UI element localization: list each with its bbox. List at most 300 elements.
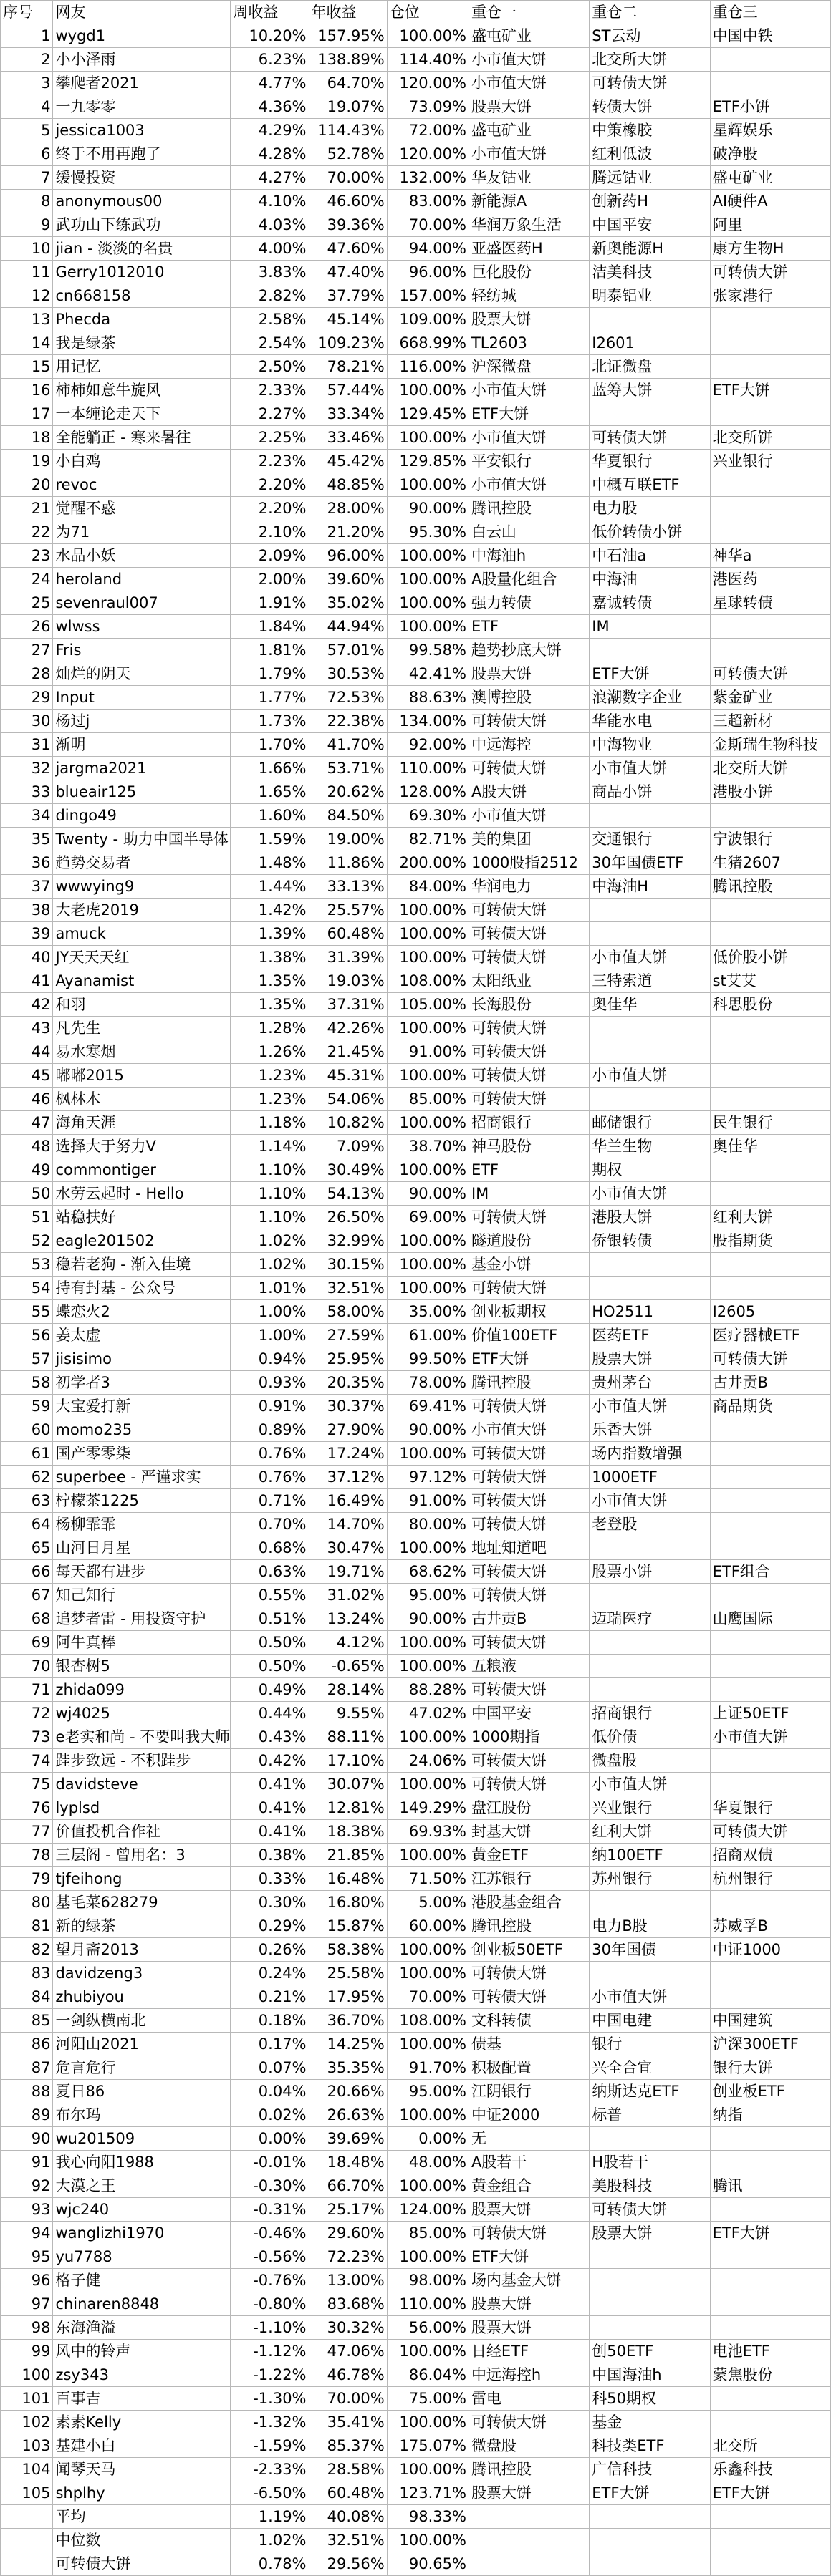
cell-position: 91.70%: [387, 2056, 469, 2080]
table-row: [1, 1655, 831, 1678]
cell-holding-1: 巨化股份: [469, 261, 589, 284]
cell-user: 基毛菜628279: [53, 1891, 231, 1914]
cell-holding-1: 腾讯控股: [469, 2458, 589, 2481]
cell-annual-return: 58.38%: [309, 1938, 387, 1962]
cell-index: 98: [1, 2316, 53, 2340]
cell-holding-1: 可转债大饼: [469, 1560, 589, 1584]
table-row: [1, 1607, 831, 1631]
cell-holding-1: 小市值大饼: [469, 142, 589, 166]
cell-user: 新的绿茶: [53, 1914, 231, 1938]
cell-holding-3: [710, 1773, 830, 1796]
cell-holding-1: 可转债大饼: [469, 2411, 589, 2434]
header-row: [1, 1, 831, 24]
cell-index: 100: [1, 2363, 53, 2387]
cell-weekly-return: 1.73%: [231, 710, 309, 733]
cell-index: 31: [1, 733, 53, 757]
cell-user: 夏日86: [53, 2080, 231, 2103]
cell-index: 60: [1, 1418, 53, 1442]
cell-holding-1: A股量化组合: [469, 568, 589, 591]
cell-holding-3: 乐鑫科技: [710, 2458, 830, 2481]
cell-user: Gerry1012010: [53, 261, 231, 284]
cell-holding-1: 微盘股: [469, 2434, 589, 2458]
cell-index: 97: [1, 2292, 53, 2316]
cell-position: 78.00%: [387, 1371, 469, 1395]
cell-index: 33: [1, 780, 53, 804]
table-row: [1, 1088, 831, 1111]
cell-annual-return: 14.25%: [309, 2033, 387, 2056]
cell-holding-2: 侨银转债: [590, 1229, 710, 1253]
cell-weekly-return: -1.10%: [231, 2316, 309, 2340]
table-row: [1, 1820, 831, 1844]
cell-holding-1: 可转债大饼: [469, 1466, 589, 1489]
cell-weekly-return: 1.66%: [231, 757, 309, 780]
cell-holding-2: 北证微盘: [590, 355, 710, 379]
cell-weekly-return: 0.71%: [231, 1489, 309, 1513]
cell-annual-return: 16.80%: [309, 1891, 387, 1914]
cell-weekly-return: 1.18%: [231, 1111, 309, 1135]
cell-position: 48.00%: [387, 2151, 469, 2174]
cell-user: davidsteve: [53, 1773, 231, 1796]
cell-user: 每天都有进步: [53, 1560, 231, 1584]
cell-annual-return: 25.58%: [309, 1962, 387, 1985]
cell-holding-1: 五粮液: [469, 1655, 589, 1678]
cell-weekly-return: 0.38%: [231, 1844, 309, 1867]
cell-position: 100.00%: [387, 2340, 469, 2363]
cell-holding-3: [710, 520, 830, 544]
cell-user: 一本缠论走天下: [53, 402, 231, 426]
cell-holding-3: 神华a: [710, 544, 830, 568]
cell-holding-3: [710, 1678, 830, 1702]
summary-index: [1, 2552, 53, 2576]
cell-weekly-return: 1.01%: [231, 1277, 309, 1300]
cell-holding-3: [710, 1442, 830, 1466]
table-row: [1, 1773, 831, 1796]
cell-user: yu7788: [53, 2245, 231, 2269]
cell-holding-2: 30年国债ETF: [590, 851, 710, 875]
cell-position: 99.50%: [387, 1347, 469, 1371]
cell-user: 武功山下练武功: [53, 213, 231, 237]
cell-position: 88.28%: [387, 1678, 469, 1702]
cell-weekly-return: -2.33%: [231, 2458, 309, 2481]
table-row: [1, 2411, 831, 2434]
cell-user: jessica1003: [53, 119, 231, 142]
cell-index: 10: [1, 237, 53, 261]
cell-index: 80: [1, 1891, 53, 1914]
cell-holding-2: 小市值大饼: [590, 946, 710, 969]
cell-holding-2: 标普: [590, 2103, 710, 2127]
cell-holding-2: 可转债大饼: [590, 2198, 710, 2222]
cell-user: 河阳山2021: [53, 2033, 231, 2056]
cell-weekly-return: 0.43%: [231, 1725, 309, 1749]
cell-holding-1: 可转债大饼: [469, 1040, 589, 1064]
cell-holding-2: ETF大饼: [590, 662, 710, 686]
cell-holding-3: 康方生物H: [710, 237, 830, 261]
cell-weekly-return: 0.07%: [231, 2056, 309, 2080]
summary-empty-3: [710, 2529, 830, 2552]
cell-annual-return: 47.06%: [309, 2340, 387, 2363]
cell-holding-3: [710, 1253, 830, 1277]
cell-holding-1: 场内基金大饼: [469, 2269, 589, 2292]
cell-holding-1: 盛屯矿业: [469, 119, 589, 142]
cell-holding-1: TL2603: [469, 331, 589, 355]
cell-holding-2: [590, 1536, 710, 1560]
cell-holding-1: 股票大饼: [469, 95, 589, 119]
table-row: [1, 331, 831, 355]
cell-annual-return: 31.39%: [309, 946, 387, 969]
cell-holding-2: [590, 1088, 710, 1111]
cell-holding-1: 积极配置: [469, 2056, 589, 2080]
table-row: [1, 851, 831, 875]
cell-holding-1: 亚盛医药H: [469, 237, 589, 261]
cell-position: 38.70%: [387, 1135, 469, 1158]
cell-index: 51: [1, 1206, 53, 1229]
cell-holding-2: [590, 1040, 710, 1064]
table-row: [1, 284, 831, 308]
cell-position: 100.00%: [387, 1442, 469, 1466]
table-row: [1, 2151, 831, 2174]
cell-holding-2: [590, 1584, 710, 1607]
cell-index: 21: [1, 497, 53, 520]
cell-holding-3: 腾讯: [710, 2174, 830, 2198]
cell-holding-2: 三特索道: [590, 969, 710, 993]
cell-weekly-return: 0.30%: [231, 1891, 309, 1914]
cell-holding-2: 苏州银行: [590, 1867, 710, 1891]
table-row: [1, 2103, 831, 2127]
cell-annual-return: 25.95%: [309, 1347, 387, 1371]
cell-holding-3: [710, 473, 830, 497]
cell-weekly-return: 1.23%: [231, 1064, 309, 1088]
cell-user: 灿烂的阴天: [53, 662, 231, 686]
cell-annual-return: 10.82%: [309, 1111, 387, 1135]
cell-annual-return: 84.50%: [309, 804, 387, 828]
cell-holding-1: 中远海控: [469, 733, 589, 757]
cell-holding-1: 太阳纸业: [469, 969, 589, 993]
summary-empty-1: [469, 2552, 589, 2576]
cell-index: 105: [1, 2481, 53, 2505]
cell-index: 71: [1, 1678, 53, 1702]
cell-index: 27: [1, 639, 53, 662]
cell-user: 柠檬茶1225: [53, 1489, 231, 1513]
cell-holding-1: 可转债大饼: [469, 710, 589, 733]
cell-holding-2: 小市值大饼: [590, 1489, 710, 1513]
cell-holding-2: 可转债大饼: [590, 72, 710, 95]
cell-annual-return: 46.78%: [309, 2363, 387, 2387]
cell-holding-3: 电池ETF: [710, 2340, 830, 2363]
cell-index: 96: [1, 2269, 53, 2292]
cell-holding-3: 星球转债: [710, 591, 830, 615]
cell-annual-return: 39.36%: [309, 213, 387, 237]
cell-annual-return: 17.95%: [309, 1985, 387, 2009]
cell-holding-3: 山鹰国际: [710, 1607, 830, 1631]
cell-holding-2: 可转债大饼: [590, 426, 710, 450]
cell-holding-3: 兴业银行: [710, 450, 830, 473]
cell-index: 61: [1, 1442, 53, 1466]
table-row: [1, 2458, 831, 2481]
cell-holding-3: ETF大饼: [710, 2222, 830, 2245]
cell-holding-1: 古井贡B: [469, 1607, 589, 1631]
cell-holding-1: 可转债大饼: [469, 1773, 589, 1796]
cell-annual-return: 12.81%: [309, 1796, 387, 1820]
cell-annual-return: 70.00%: [309, 2387, 387, 2411]
cell-user: revoc: [53, 473, 231, 497]
cell-weekly-return: 10.20%: [231, 24, 309, 48]
cell-user: 基建小白: [53, 2434, 231, 2458]
cell-holding-2: I2601: [590, 331, 710, 355]
cell-position: 100.00%: [387, 899, 469, 922]
cell-holding-1: 港股基金组合: [469, 1891, 589, 1914]
table-row: [1, 1489, 831, 1513]
cell-position: 60.00%: [387, 1914, 469, 1938]
cell-user: jian - 淡淡的名贵: [53, 237, 231, 261]
cell-user: 易水寒烟: [53, 1040, 231, 1064]
cell-position: 70.00%: [387, 213, 469, 237]
cell-user: 国产零零柒: [53, 1442, 231, 1466]
cell-weekly-return: 2.82%: [231, 284, 309, 308]
cell-position: 100.00%: [387, 1773, 469, 1796]
cell-index: 34: [1, 804, 53, 828]
cell-position: 108.00%: [387, 969, 469, 993]
cell-position: 69.00%: [387, 1206, 469, 1229]
cell-annual-return: 30.53%: [309, 662, 387, 686]
cell-weekly-return: 2.33%: [231, 379, 309, 402]
cell-holding-1: 债基: [469, 2033, 589, 2056]
cell-position: 98.00%: [387, 2269, 469, 2292]
cell-user: blueair125: [53, 780, 231, 804]
cell-index: 74: [1, 1749, 53, 1773]
cell-holding-3: 小市值大饼: [710, 1725, 830, 1749]
summary-position: 100.00%: [387, 2529, 469, 2552]
cell-holding-3: [710, 804, 830, 828]
cell-weekly-return: 1.14%: [231, 1135, 309, 1158]
cell-holding-1: 盛屯矿业: [469, 24, 589, 48]
cell-holding-2: 乐香大饼: [590, 1418, 710, 1442]
cell-weekly-return: 2.20%: [231, 473, 309, 497]
table-row: [1, 213, 831, 237]
table-row: [1, 473, 831, 497]
table-row: [1, 166, 831, 190]
cell-position: 668.99%: [387, 331, 469, 355]
cell-user: 站稳扶好: [53, 1206, 231, 1229]
cell-holding-3: 中证1000: [710, 1938, 830, 1962]
cell-weekly-return: -0.01%: [231, 2151, 309, 2174]
cell-holding-2: [590, 2316, 710, 2340]
cell-holding-1: 中国平安: [469, 1702, 589, 1725]
cell-user: 危言危行: [53, 2056, 231, 2080]
cell-annual-return: 45.31%: [309, 1064, 387, 1088]
cell-position: 5.00%: [387, 1891, 469, 1914]
cell-position: 134.00%: [387, 710, 469, 733]
cell-user: 大漠之王: [53, 2174, 231, 2198]
cell-user: 百事吉: [53, 2387, 231, 2411]
table-row: [1, 2316, 831, 2340]
cell-position: 69.93%: [387, 1820, 469, 1844]
cell-index: 30: [1, 710, 53, 733]
cell-annual-return: 16.49%: [309, 1489, 387, 1513]
cell-position: 90.00%: [387, 1182, 469, 1206]
cell-position: 100.00%: [387, 1655, 469, 1678]
cell-holding-1: 江苏银行: [469, 1867, 589, 1891]
table-row: [1, 1418, 831, 1442]
header-holding-2: 重仓二: [590, 1, 710, 24]
cell-index: 75: [1, 1773, 53, 1796]
cell-holding-3: 沪深300ETF: [710, 2033, 830, 2056]
cell-holding-1: 小市值大饼: [469, 473, 589, 497]
cell-position: 94.00%: [387, 237, 469, 261]
cell-user: 持有封基 - 公众号: [53, 1277, 231, 1300]
cell-user: 布尔玛: [53, 2103, 231, 2127]
cell-index: 64: [1, 1513, 53, 1536]
table-row: [1, 1277, 831, 1300]
table-row: [1, 72, 831, 95]
cell-holding-3: [710, 2292, 830, 2316]
cell-weekly-return: 2.58%: [231, 308, 309, 331]
cell-annual-return: 30.07%: [309, 1773, 387, 1796]
cell-user: superbee - 严谨求实: [53, 1466, 231, 1489]
cell-holding-2: 嘉诚转债: [590, 591, 710, 615]
table-row: [1, 48, 831, 72]
cell-holding-1: A股大饼: [469, 780, 589, 804]
cell-user: 小白鸡: [53, 450, 231, 473]
cell-holding-2: 纳100ETF: [590, 1844, 710, 1867]
cell-position: 86.04%: [387, 2363, 469, 2387]
table-row: [1, 2127, 831, 2151]
cell-holding-3: 紫金矿业: [710, 686, 830, 710]
cell-weekly-return: 1.77%: [231, 686, 309, 710]
cell-user: 风中的铃声: [53, 2340, 231, 2363]
cell-position: 100.00%: [387, 1725, 469, 1749]
cell-weekly-return: 4.28%: [231, 142, 309, 166]
cell-index: 2: [1, 48, 53, 72]
cell-holding-3: [710, 1017, 830, 1040]
cell-index: 63: [1, 1489, 53, 1513]
cell-user: wjc240: [53, 2198, 231, 2222]
cell-weekly-return: -0.30%: [231, 2174, 309, 2198]
cell-position: 100.00%: [387, 2245, 469, 2269]
cell-position: 85.00%: [387, 2222, 469, 2245]
cell-position: 100.00%: [387, 1064, 469, 1088]
cell-holding-1: 中证2000: [469, 2103, 589, 2127]
cell-annual-return: 17.10%: [309, 1749, 387, 1773]
cell-user: 趋势交易者: [53, 851, 231, 875]
cell-holding-3: [710, 331, 830, 355]
table-row: [1, 2434, 831, 2458]
table-row: [1, 2080, 831, 2103]
cell-holding-3: [710, 72, 830, 95]
cell-user: wlwss: [53, 615, 231, 639]
cell-weekly-return: 1.60%: [231, 804, 309, 828]
cell-holding-2: 中国海油h: [590, 2363, 710, 2387]
cell-index: 69: [1, 1631, 53, 1655]
cell-weekly-return: 1.84%: [231, 615, 309, 639]
cell-holding-1: 价值100ETF: [469, 1324, 589, 1347]
cell-holding-3: [710, 2269, 830, 2292]
table-row: [1, 2481, 831, 2505]
cell-annual-return: 21.85%: [309, 1844, 387, 1867]
table-row: [1, 1395, 831, 1418]
cell-user: 初学者3: [53, 1371, 231, 1395]
cell-holding-1: 基金小饼: [469, 1253, 589, 1277]
cell-holding-2: 浪潮数字企业: [590, 686, 710, 710]
cell-weekly-return: 4.77%: [231, 72, 309, 95]
cell-index: 39: [1, 922, 53, 946]
cell-weekly-return: 0.33%: [231, 1867, 309, 1891]
cell-holding-3: [710, 1277, 830, 1300]
cell-position: 91.00%: [387, 1040, 469, 1064]
cell-annual-return: 37.79%: [309, 284, 387, 308]
table-row: [1, 1867, 831, 1891]
cell-holding-1: 股票大饼: [469, 662, 589, 686]
cell-holding-3: 低价股小饼: [710, 946, 830, 969]
cell-position: 75.00%: [387, 2387, 469, 2411]
cell-annual-return: 30.49%: [309, 1158, 387, 1182]
cell-index: 89: [1, 2103, 53, 2127]
cell-annual-return: 28.00%: [309, 497, 387, 520]
cell-holding-1: 股票大饼: [469, 2198, 589, 2222]
cell-holding-2: [590, 2292, 710, 2316]
cell-user: tjfeihong: [53, 1867, 231, 1891]
cell-annual-return: 31.02%: [309, 1584, 387, 1607]
cell-holding-3: [710, 1489, 830, 1513]
table-row: [1, 1253, 831, 1277]
summary-annual-return: 40.08%: [309, 2505, 387, 2529]
cell-index: 6: [1, 142, 53, 166]
cell-holding-1: 白云山: [469, 520, 589, 544]
summary-index: [1, 2529, 53, 2552]
cell-position: 42.41%: [387, 662, 469, 686]
cell-annual-return: 13.24%: [309, 1607, 387, 1631]
cell-holding-3: 北交所大饼: [710, 757, 830, 780]
cell-user: 水晶小妖: [53, 544, 231, 568]
table-row: [1, 1111, 831, 1135]
cell-holding-2: 低价债: [590, 1725, 710, 1749]
cell-holding-1: 可转债大饼: [469, 1985, 589, 2009]
cell-position: 69.41%: [387, 1395, 469, 1418]
cell-holding-1: 可转债大饼: [469, 899, 589, 922]
cell-index: 95: [1, 2245, 53, 2269]
cell-holding-3: 三超新材: [710, 710, 830, 733]
cell-holding-2: 中概互联ETF: [590, 473, 710, 497]
cell-weekly-return: 1.38%: [231, 946, 309, 969]
cell-holding-1: 封基大饼: [469, 1820, 589, 1844]
cell-holding-3: [710, 1040, 830, 1064]
cell-holding-2: 贵州茅台: [590, 1371, 710, 1395]
table-row: [1, 402, 831, 426]
cell-weekly-return: 1.00%: [231, 1324, 309, 1347]
cell-weekly-return: 0.55%: [231, 1584, 309, 1607]
cell-user: 三层阁 - 曾用名：3: [53, 1844, 231, 1867]
cell-holding-1: 新能源A: [469, 190, 589, 213]
cell-index: 56: [1, 1324, 53, 1347]
cell-index: 70: [1, 1655, 53, 1678]
cell-holding-3: [710, 899, 830, 922]
cell-index: 54: [1, 1277, 53, 1300]
cell-annual-return: 14.70%: [309, 1513, 387, 1536]
cell-holding-1: 股票大饼: [469, 2316, 589, 2340]
table-row: [1, 1135, 831, 1158]
cell-position: 120.00%: [387, 142, 469, 166]
cell-holding-3: [710, 2316, 830, 2340]
cell-user: Fris: [53, 639, 231, 662]
cell-holding-1: IM: [469, 1182, 589, 1206]
cell-annual-return: 60.48%: [309, 2481, 387, 2505]
table-row: [1, 1725, 831, 1749]
cell-user: chinaren8848: [53, 2292, 231, 2316]
cell-user: Input: [53, 686, 231, 710]
cell-index: 86: [1, 2033, 53, 2056]
cell-index: 58: [1, 1371, 53, 1395]
cell-weekly-return: -6.50%: [231, 2481, 309, 2505]
table-row: [1, 450, 831, 473]
